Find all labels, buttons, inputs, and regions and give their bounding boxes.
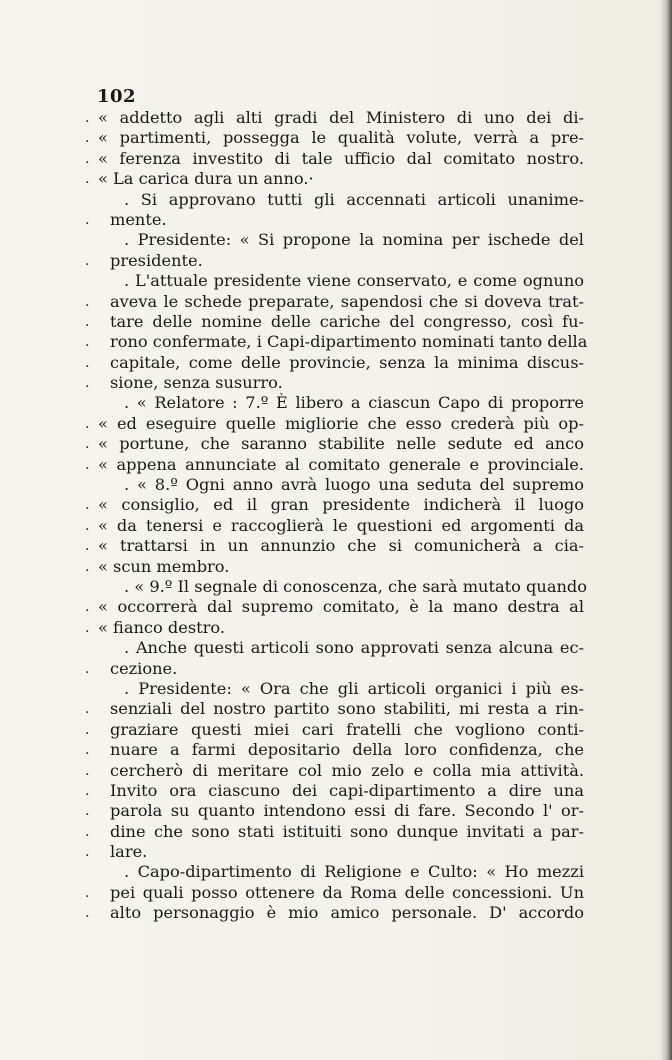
line-text: . Anche questi articoli sono approvati senza alcuna ec- (124, 638, 584, 658)
margin-mark: . (85, 721, 90, 738)
margin-mark: . (85, 313, 90, 330)
line-text: « ed eseguire quelle migliorie che esso crederà più op- (98, 413, 584, 433)
margin-mark: . (85, 354, 90, 371)
text-line (85, 842, 584, 862)
line-text: cezione. (110, 658, 178, 678)
text-line (85, 658, 584, 679)
text-line (98, 475, 584, 495)
line-text: . Presidente: « Ora che gli articoli organici i più es- (124, 678, 584, 698)
margin-mark: . (85, 517, 90, 534)
line-text: senziali del nostro partito sono stabiliti, mi resta a rin- (110, 699, 584, 719)
text-line (85, 108, 584, 128)
text-line (98, 393, 584, 413)
margin-mark: . (85, 599, 90, 616)
margin-mark: . (85, 211, 90, 228)
line-text: « appena annunciate al comitato generale e provinciale. (98, 454, 584, 474)
margin-mark: . (85, 905, 90, 922)
line-text: lare. (110, 842, 148, 862)
text-line (85, 169, 584, 189)
text-line (85, 699, 584, 719)
margin-mark: . (85, 742, 90, 759)
text-line (98, 679, 584, 699)
line-text: tare delle nomine delle cariche del congresso, così fu- (110, 311, 584, 331)
text-line (85, 148, 584, 169)
text-line (85, 719, 584, 740)
text-line (85, 515, 584, 536)
text-line (85, 536, 584, 556)
line-text: « partimenti, possegga le qualità volute, verrà a pre- (98, 128, 584, 148)
margin-mark: . (85, 436, 90, 453)
line-text: . Capo-dipartimento di Religione e Culto: « Ho mezzi (124, 862, 584, 882)
text-line (98, 576, 588, 597)
text-line (85, 250, 584, 271)
margin-mark: . (85, 293, 90, 310)
margin-mark: . (85, 171, 90, 188)
line-text: « consiglio, ed il gran presidente indicherà il luogo (98, 495, 584, 515)
text-line (85, 209, 584, 230)
text-line (85, 434, 584, 454)
text-line (85, 903, 584, 923)
line-text: aveva le schede preparate, sapendosi che si doveva trat- (110, 291, 584, 311)
line-text: . Si approvano tutti gli accennati articoli unanime- (124, 189, 584, 209)
text-line (98, 271, 584, 291)
line-text: . « 8.º Ogni anno avrà luogo una seduta del supremo (124, 475, 584, 495)
line-text: . Presidente: « Si propone la nomina per ischede del (124, 230, 584, 250)
text-line (98, 230, 584, 250)
line-text: . L'attuale presidente viene conservato, e come ognuno (124, 271, 584, 291)
margin-mark: . (85, 619, 90, 636)
text-line (85, 821, 584, 842)
text-line (85, 740, 584, 760)
line-text: « trattarsi in un annunzio che si comunicherà a cia- (98, 536, 584, 556)
line-text: « fianco destro. (98, 617, 225, 637)
line-text: rono confermate, i Capi-dipartimento nominati tanto della (110, 332, 588, 352)
margin-mark: . (85, 538, 90, 555)
line-text: cercherò di meritare col mio zelo e colla mia attività. (110, 760, 584, 780)
margin-mark: . (85, 497, 90, 514)
line-text: « da tenersi e raccoglierà le questioni ed argomenti da (98, 515, 584, 535)
text-line (85, 760, 584, 781)
line-text: . « 9.º Il segnale di conoscenza, che sarà mutato quando (124, 576, 588, 596)
line-text: sione, senza susurro. (110, 373, 283, 393)
text-line (85, 801, 584, 821)
line-text: pei quali posso ottenere da Roma delle concessioni. Un (110, 882, 584, 902)
margin-mark: . (85, 130, 90, 147)
margin-mark: . (85, 782, 90, 799)
line-text: alto personaggio è mio amico personale. D' accordo (110, 903, 584, 923)
line-text: graziare questi miei cari fratelli che vogliono conti- (110, 719, 584, 739)
text-line (98, 638, 584, 658)
margin-mark: . (85, 456, 90, 473)
body-text (85, 108, 588, 924)
text-line (85, 128, 584, 148)
text-line (85, 617, 584, 638)
line-text: « La carica dura un anno.· (98, 169, 314, 189)
line-text: presidente. (110, 250, 203, 270)
line-text: . « Relatore : 7.º È libero a ciascun Capo di proporre (124, 393, 584, 413)
text-line (98, 190, 584, 210)
page-edge-shadow (660, 0, 672, 1060)
margin-mark: . (85, 252, 90, 269)
text-line (85, 882, 584, 903)
page-number: 102 (97, 86, 137, 107)
text-line (85, 311, 584, 332)
text-line (85, 780, 584, 801)
text-line (85, 373, 584, 393)
margin-mark: . (85, 334, 90, 351)
text-line (85, 352, 584, 373)
text-line (85, 413, 584, 434)
text-line (85, 332, 588, 352)
line-text: dine che sono stati istituiti sono dunque invitati a par- (110, 821, 584, 841)
text-line (85, 597, 584, 617)
margin-mark: . (85, 823, 90, 840)
text-line (85, 454, 584, 475)
margin-mark: . (85, 803, 90, 820)
margin-mark: . (85, 558, 90, 575)
margin-mark: . (85, 884, 90, 901)
text-line (85, 556, 584, 577)
line-text: « occorrerà dal supremo comitato, è la mano destra al (98, 597, 584, 617)
line-text: Invito ora ciascuno dei capi-dipartimento a dire una (110, 780, 584, 800)
line-text: nuare a farmi depositario della loro confidenza, che (110, 740, 584, 760)
text-line (98, 862, 584, 882)
margin-mark: . (85, 762, 90, 779)
margin-mark: . (85, 660, 90, 677)
margin-mark: . (85, 844, 90, 861)
margin-mark: . (85, 415, 90, 432)
line-text: capitale, come delle provincie, senza la minima discus- (110, 352, 584, 372)
line-text: « ferenza investito di tale ufficio dal comitato nostro. (98, 148, 584, 168)
text-line (85, 495, 584, 515)
text-line (85, 291, 584, 312)
margin-mark: . (85, 110, 90, 126)
line-text: « addetto agli alti gradi del Ministero di uno dei di- (98, 108, 584, 127)
margin-mark: . (85, 150, 90, 167)
margin-mark: . (85, 375, 90, 392)
line-text: « portune, che saranno stabilite nelle sedute ed anco (98, 434, 584, 454)
line-text: « scun membro. (98, 556, 230, 576)
line-text: parola su quanto intendono essi di fare. Secondo l' or- (110, 801, 584, 821)
line-text: mente. (110, 209, 167, 229)
margin-mark: . (85, 701, 90, 718)
